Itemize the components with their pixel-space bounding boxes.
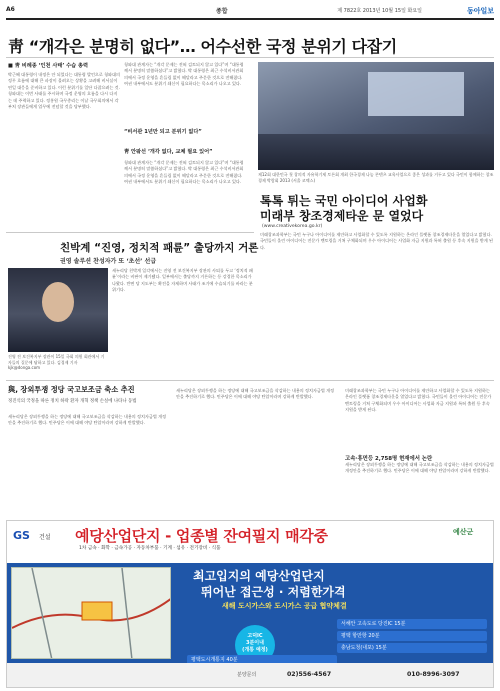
phone-number-1[interactable]: 02)556-4567 — [287, 671, 332, 678]
feature-title-line-1: 톡톡 튀는 국민 아이디어 사업화 — [260, 194, 428, 208]
col2-quote-2: 靑 안팎선 ‘개각 없다, 교체 필요 있어” — [124, 149, 213, 155]
gs-logo: GS — [13, 529, 30, 542]
sub-headline: 친박계 “진영, 정치적 패륜” 출당까지 거론 — [60, 242, 259, 254]
sub-deck: 권영 솔루션 찬성자가 또 ‘초선’ 선급 — [60, 258, 157, 265]
ad-contact-bar — [7, 663, 493, 687]
masthead: 동아일보 — [466, 7, 494, 15]
event-photo — [258, 62, 494, 170]
header-rule — [6, 18, 494, 20]
col2-quote-1: “비서관 1년만 되고 분위기 없다” — [124, 129, 202, 135]
ad-top-band — [7, 521, 493, 563]
page-header — [6, 6, 494, 17]
col1-kicker: ■ 靑 비례종 ‘인천 사태’ 수습 총력 — [8, 63, 88, 69]
ad-industry-tags: 1차 금속 · 화학 · 금속가공 · 자동차부품 · 기계 · 섬유 · 전기장비 · 식품 — [79, 546, 221, 551]
issue-line: 제 7822호 2013년 10월 15일 화요일 — [337, 8, 422, 14]
mid-divider — [6, 232, 254, 233]
ad-feature-item: 충남도청(내포) 15분 — [337, 643, 487, 653]
ic-badge-line-1: 고덕IC — [247, 633, 263, 639]
box-body: 새누리당은 장외투쟁을 하는 정당에 대해 국고보조금을 삭감하는 내용의 정치자금법 개정안을 추진하기로 했다. 민주당은 이에 대해 야당 탄압이라며 강하게 반발했다. — [345, 462, 494, 474]
ad-slogan: 새해 도시가스와 도시가스 공급 협약체결 — [222, 602, 347, 610]
third-deck: 정진석의 국정을 따른 정치 하락 환자 개혁 정책 손실에 나타나 동법 — [8, 399, 137, 404]
event-photo-caption: 제12회 대한민국 첫 창의적 자유학기제 토론회 개최 한국경제 나눔 콘텐츠 교육사업으로 좋은 성과를 거두고 있다 국민이 함께하는 창조경제 박람회 2013 (서울 코엑스) — [258, 172, 494, 183]
col2-body-continued: 청와대 관계자는 “개각 문제는 전혀 검토되지 않고 있다”며 “대통령께서 분명히 말씀하셨다”고 밝혔다. 박 대통령은 최근 수석비서관회의에서 국정 운영을 흔들림 없이 해달라고 주문한 것으로 전해졌다. 여권 내부에서도 분위기 쇄신이 필요하다는 목소리가 나오고 있다. — [124, 160, 244, 185]
ad-feature-item: 평택 항만항 20분 — [337, 631, 487, 641]
presentation-screen — [368, 72, 464, 116]
third-body-col3: 미래창조과학부는 국민 누구나 아이디어를 제안하고 사업화할 수 있도록 지원하는 온라인 플랫폼 창조경제타운을 열었다고 밝혔다. 국민들이 올린 아이디어는 전문가 멘토링을 거쳐 구체화되며 우수 아이디어는 사업화 자금 지원과 특허 출원 등 후속 지원을 받게 된다. — [345, 388, 492, 413]
feature-body: 미래창조과학부는 국민 누구나 아이디어를 제안하고 사업화할 수 있도록 지원하는 온라인 플랫폼 창조경제타운을 열었다고 밝혔다. 국민들이 올린 아이디어는 전문가 멘토링을 거쳐 구체화되며 우수 아이디어는 사업화 자금 지원과 특허 출원 등 후속 지원을 받게 된다. — [260, 232, 494, 250]
third-body-col2: 새누리당은 장외투쟁을 하는 정당에 대해 국고보조금을 삭감하는 내용의 정치자금법 개정안을 추진하기로 했다. 민주당은 이에 대해 야당 탄압이라며 강하게 반발했다. — [176, 388, 335, 400]
location-map — [11, 567, 171, 659]
col1-body: 박근혜 대통령이 내정은 안 되었다는 대통령 발언으로 청와대의 정무 흐름에 대해 큰 파장이 몰려오는 상황을 고려해 비서실이 연일 대응을 준비하고 있다. 이런 분위기를 일단 다잡으려는 것. 청와대는 이번 사태를 주시하며 국정 운영의 흐름을 다시 다지는 데 주력하고 있다. 정홍원 국무총리는 이날 국무회의에서 각 부처 장관들에게 업무에 전념할 것을 당부했다. — [8, 72, 120, 110]
third-headline: 與, 장외투쟁 정당 국고보조금 축소 추진 — [8, 385, 135, 394]
ad-headline: 예당산업단지 - 업종별 잔여필지 매각중 — [75, 527, 328, 545]
ad-feature-item: 평택도시개통지 40분 — [187, 655, 337, 665]
sub-body: 새누리당 친박계 일각에서는 진영 전 보건복지부 장관의 사퇴를 두고 ‘정치적 패륜’이라는 비판이 제기됐다. 일부에서는 출당까지 거론하는 등 강경한 목소리가 나왔다. 반면 당 지도부는 확전을 자제하며 사태가 조기에 수습되기를 바라는 분위기다. — [112, 268, 253, 293]
page-number: A6 — [6, 6, 15, 13]
ic-badge-line-2: 3분이내 — [246, 640, 264, 646]
map-road — [122, 568, 132, 659]
headline-divider — [6, 57, 494, 58]
box-title: 고속·휴먼등 2,758명 현재에서 논란 — [345, 456, 433, 462]
map-site-marker — [82, 602, 112, 620]
portrait-caption: 진영 전 보건복지부 장관이 15일 국회 의원 회관에서 기자들의 질문에 답하고 있다. 김경제 기자 kjk@donga.com — [8, 354, 105, 371]
ad-right-headline-2: 뛰어난 접근성 · 저렴한가격 — [201, 585, 346, 599]
section-label: 종합 — [216, 8, 228, 15]
gs-logo-text: 건설 — [39, 534, 51, 541]
feature-url: (www.creativekorea.go.kr) — [262, 224, 323, 229]
ic-badge-line-3: (개통 예정) — [242, 647, 268, 653]
feature-title — [260, 194, 494, 224]
col2-body: 청와대 관계자는 “개각 문제는 전혀 검토되지 않고 있다”며 “대통령께서 분명히 말씀하셨다”고 밝혔다. 박 대통령은 최근 수석비서관회의에서 국정 운영을 흔들림 없이 해달라고 주문한 것으로 전해졌다. 여권 내부에서도 분위기 쇄신이 필요하다는 목소리가 나오고 있다. — [124, 62, 244, 87]
portrait-photo — [8, 268, 108, 352]
audience — [258, 134, 494, 170]
contact-label: 분양문의 — [237, 672, 257, 678]
map-road — [32, 568, 52, 659]
portrait-face — [42, 282, 74, 322]
yesan-logo: 예산군 — [453, 528, 474, 536]
real-estate-ad[interactable] — [6, 520, 494, 688]
ad-right-headline-1: 최고입지의 예당산업단지 — [193, 569, 325, 583]
phone-number-2[interactable]: 010-8996-3097 — [407, 671, 460, 678]
ad-feature-item: 서해안 고속도로 당진IC 15분 — [337, 619, 487, 629]
map-graphic — [12, 568, 171, 659]
third-body-col1: 새누리당은 장외투쟁을 하는 정당에 대해 국고보조금을 삭감하는 내용의 정치자금법 개정안을 추진하기로 했다. 민주당은 이에 대해 야당 탄압이라며 강하게 반발했다. — [8, 414, 167, 426]
feature-title-line-2: 미래부 창조경제타운 문 열었다 — [260, 209, 424, 223]
lower-divider — [6, 380, 494, 381]
main-headline: 靑 “개각은 분명히 없다”… 어수선한 국정 분위기 다잡기 — [8, 37, 397, 56]
